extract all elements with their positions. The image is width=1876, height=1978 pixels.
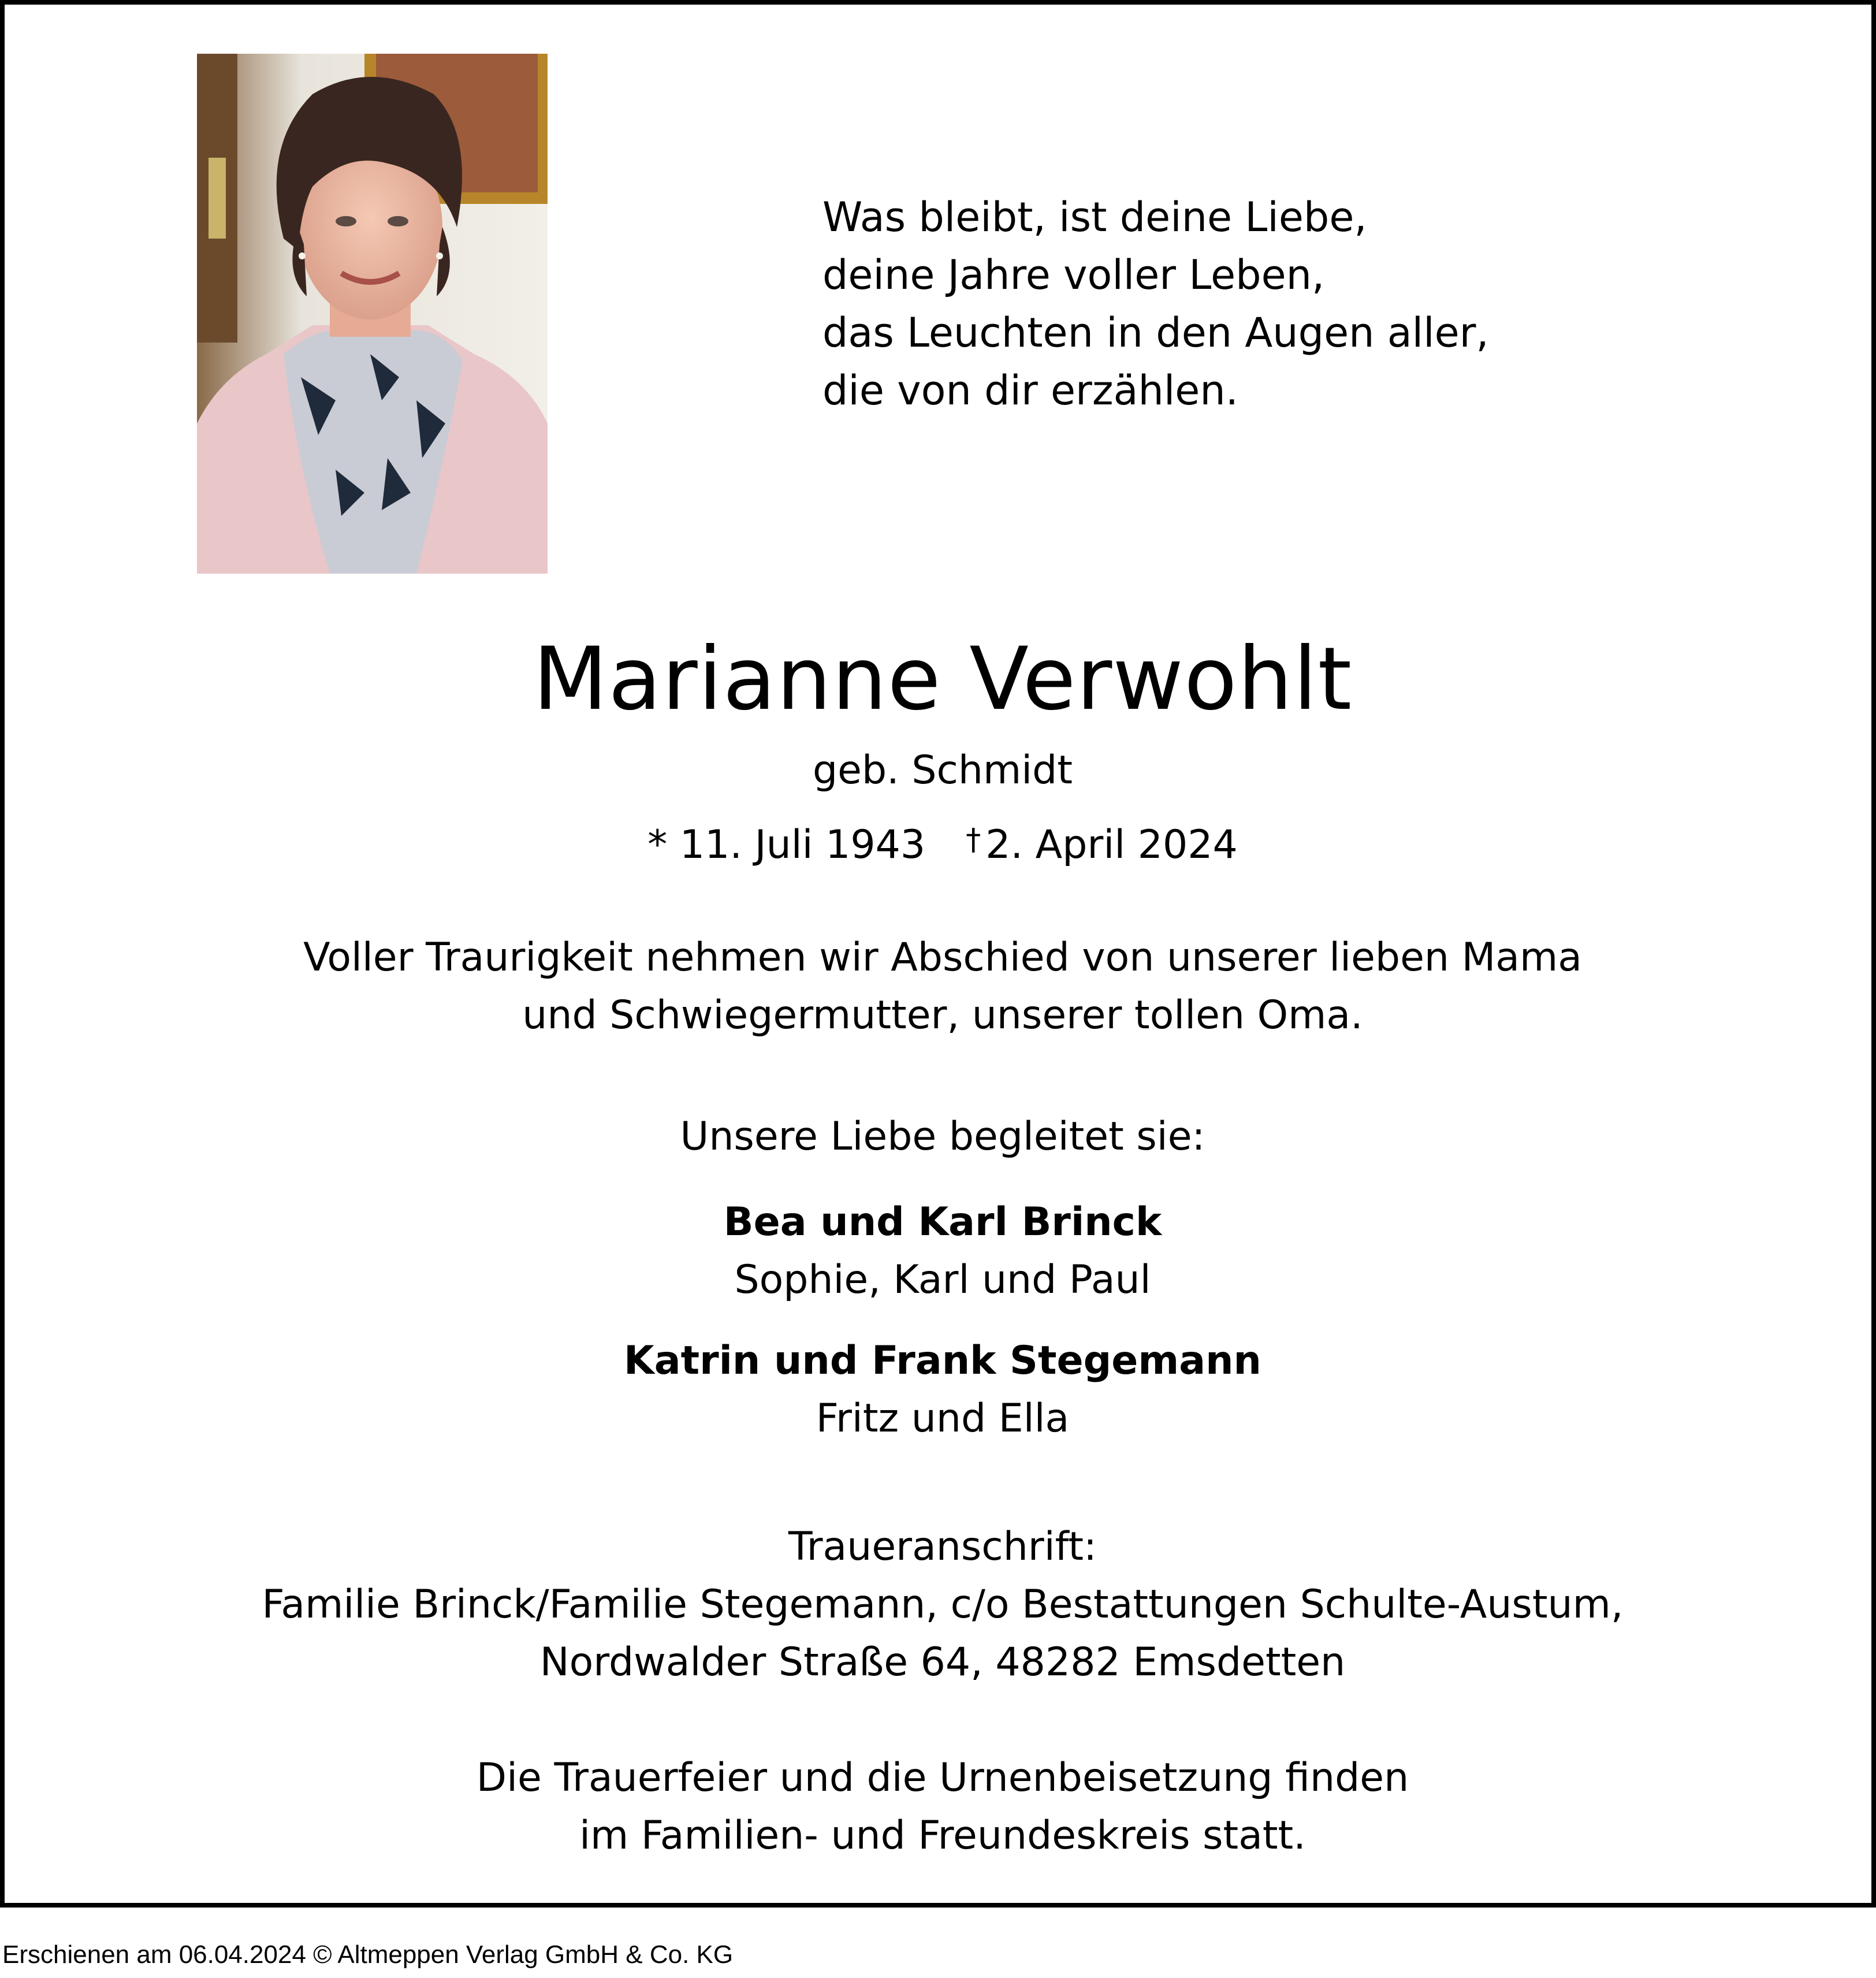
poem (822, 188, 1489, 419)
mourning-address (5, 1518, 1876, 1691)
birth-date: * 11. Juli 1943 (647, 822, 926, 868)
dagger-icon: † (966, 823, 981, 857)
portrait-photo (197, 54, 548, 574)
mourners-intro: Unsere Liebe begleitet sie: (680, 1114, 1205, 1159)
ceremony-line: im Familien- und Freundeskreis statt. (579, 1813, 1306, 1858)
poem-line: das Leuchten in den Augen aller, (822, 309, 1489, 356)
poem-line: deine Jahre voller Leben, (822, 251, 1325, 299)
mourner-family (5, 1332, 1876, 1448)
family-names: Bea und Karl Brinck (723, 1199, 1162, 1245)
address-line: Nordwalder Straße 64, 48282 Emsdetten (539, 1639, 1346, 1685)
ceremony-line: Die Trauerfeier und die Urnenbeisetzung finden (476, 1755, 1409, 1801)
poem-line: Was bleibt, ist deine Liebe, (822, 194, 1367, 241)
farewell-line: Voller Traurigkeit nehmen wir Abschied von unserer lieben Mama (303, 935, 1582, 980)
family-children: Sophie, Karl und Paul (734, 1257, 1151, 1303)
death-date: 2. April 2024 (985, 822, 1238, 868)
farewell-text (5, 929, 1876, 1044)
family-children: Fritz und Ella (816, 1396, 1070, 1441)
birth-name: geb. Schmidt (812, 748, 1073, 793)
poem-line: die von dir erzählen. (822, 367, 1238, 414)
deceased-name: Marianne Verwohlt (533, 629, 1353, 730)
address-label: Traueranschrift: (788, 1524, 1097, 1570)
address-line: Familie Brinck/Familie Stegemann, c/o Bestattungen Schulte-Austum, (262, 1582, 1624, 1627)
life-dates (5, 811, 1876, 874)
farewell-line: und Schwiegermutter, unserer tollen Oma. (522, 992, 1363, 1038)
ceremony-note (5, 1749, 1876, 1865)
publication-footer: Erschienen am 06.04.2024 © Altmeppen Verlag GmbH & Co. KG (2, 1940, 734, 1969)
family-names: Katrin und Frank Stegemann (624, 1338, 1261, 1384)
mourner-family (5, 1194, 1876, 1309)
